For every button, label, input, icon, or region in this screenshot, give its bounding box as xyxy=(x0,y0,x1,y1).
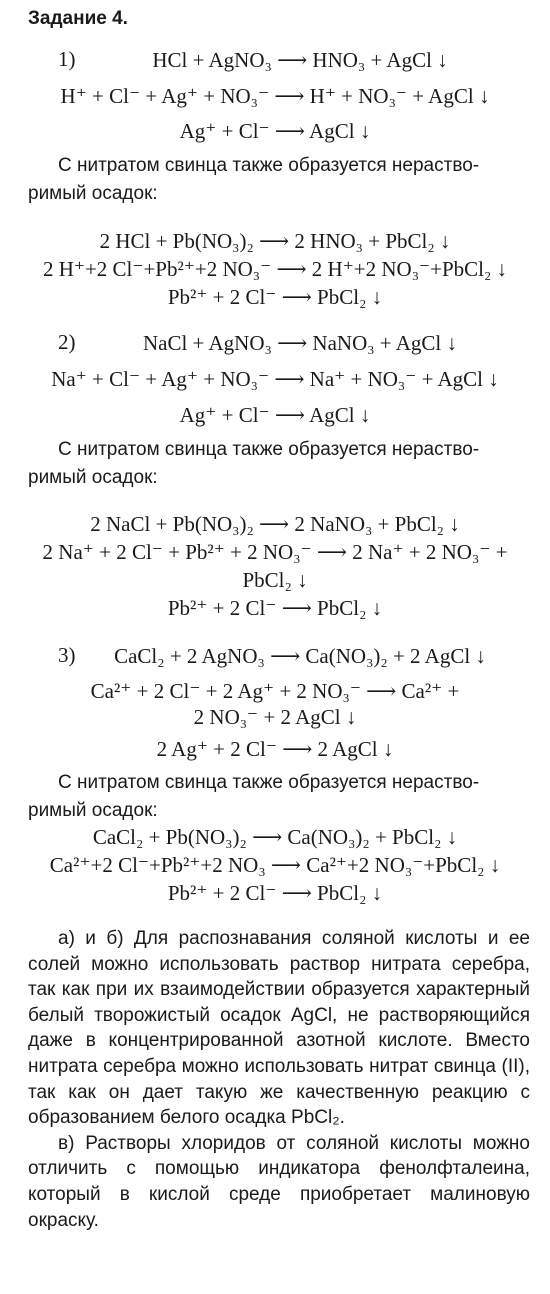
equation-1-short-ionic: Ag⁺ + Cl⁻ ⟶ AgCl ↓ xyxy=(179,119,371,143)
equation-3-lead-full-ionic: Ca²⁺+2 Cl⁻+Pb²⁺+2 NO₃ ⟶ Ca²⁺+2 NO₃⁻+PbCl₂ ↓ xyxy=(49,853,501,877)
equation-2-lead-full-ionic-part-1: 2 Na⁺ + 2 Cl⁻ + Pb²⁺ + 2 NO₃⁻ ⟶ 2 Na⁺ + 2 NO₃⁻ + xyxy=(42,540,508,564)
equation-1-lead-full-ionic: 2 H⁺+2 Cl⁻+Pb²⁺+2 NO₃⁻ ⟶ 2 H⁺+2 NO₃⁻+PbCl₂ ↓ xyxy=(42,257,508,281)
equation-2-lead-short-ionic: Pb²⁺ + 2 Cl⁻ ⟶ PbCl₂ ↓ xyxy=(167,596,383,620)
task-title: Задание 4. xyxy=(28,8,128,29)
equation-3-short-ionic: 2 Ag⁺ + 2 Cl⁻ ⟶ 2 AgCl ↓ xyxy=(156,737,394,761)
paragraph-2-line-2: римый осадок: xyxy=(28,467,158,488)
equation-2-lead-full-ionic-part-2: PbCl₂ ↓ xyxy=(242,568,308,592)
equation-2-full-ionic: Na⁺ + Cl⁻ + Ag⁺ + NO₃⁻ ⟶ Na⁺ + NO₃⁻ + AgCl ↓ xyxy=(51,367,499,391)
equation-1-full-ionic: H⁺ + Cl⁻ + Ag⁺ + NO₃⁻ ⟶ H⁺ + NO₃⁻ + AgCl ↓ xyxy=(60,84,490,108)
item-number-2: 2) xyxy=(58,330,76,354)
paragraph-1-line-2: римый осадок: xyxy=(28,183,158,204)
note-v: в) Растворы хлоридов от соляной кислоты можно отличить с помощью индикатора фенолфталеина, который в кислой среде приобретает малиновую окраску. xyxy=(28,1132,530,1231)
equation-2-short-ionic: Ag⁺ + Cl⁻ ⟶ AgCl ↓ xyxy=(179,403,371,427)
paragraph-3-line-1: С нитратом свинца также образуется нераство- xyxy=(58,772,480,793)
equation-1-lead-short-ionic: Pb²⁺ + 2 Cl⁻ ⟶ PbCl₂ ↓ xyxy=(167,285,383,309)
equation-1-molecular: HCl + AgNO₃ ⟶ HNO₃ + AgCl ↓ xyxy=(152,48,448,72)
paragraph-3-line-2: римый осадок: xyxy=(28,800,158,821)
equation-3-full-ionic-part-1: Ca²⁺ + 2 Cl⁻ + 2 Ag⁺ + 2 NO₃⁻ ⟶ Ca²⁺ + xyxy=(90,679,460,703)
equation-2-molecular: NaCl + AgNO₃ ⟶ NaNO₃ + AgCl ↓ xyxy=(142,331,457,355)
equation-3-full-ionic-part-2: 2 NO₃⁻ + 2 AgCl ↓ xyxy=(193,705,357,729)
equation-3-lead-molecular: CaCl₂ + Pb(NO₃)₂ ⟶ Ca(NO₃)₂ + PbCl₂ ↓ xyxy=(92,825,458,849)
note-a-b: а) и б) Для распознавания соляной кислоты и ее солей можно использовать раствор нитрата серебра, так как при их взаимодействии образуется характерный белый творожистый осадок AgCl, не растворяющийся даже в концентрированной азотной кислоте. Вместо нитрата серебра можно использовать нитрат свинца (II), так как он дает такую же качественную реакцию с образованием белого осадка PbCl₂. xyxy=(28,928,530,1129)
notes-block xyxy=(28,926,530,1233)
paragraph-1-line-1: С нитратом свинца также образуется нераство- xyxy=(58,155,480,176)
paragraph-2-line-1: С нитратом свинца также образуется нераство- xyxy=(58,439,480,460)
item-number-3: 3) xyxy=(58,643,76,667)
equation-3-lead-short-ionic: Pb²⁺ + 2 Cl⁻ ⟶ PbCl₂ ↓ xyxy=(167,881,383,905)
equation-3-molecular: CaCl₂ + 2 AgNO₃ ⟶ Ca(NO₃)₂ + 2 AgCl ↓ xyxy=(114,644,486,668)
item-number-1: 1) xyxy=(58,47,76,71)
equation-2-lead-molecular: 2 NaCl + Pb(NO₃)₂ ⟶ 2 NaNO₃ + PbCl₂ ↓ xyxy=(90,512,460,536)
equation-1-lead-molecular: 2 HCl + Pb(NO₃)₂ ⟶ 2 HNO₃ + PbCl₂ ↓ xyxy=(99,229,451,253)
